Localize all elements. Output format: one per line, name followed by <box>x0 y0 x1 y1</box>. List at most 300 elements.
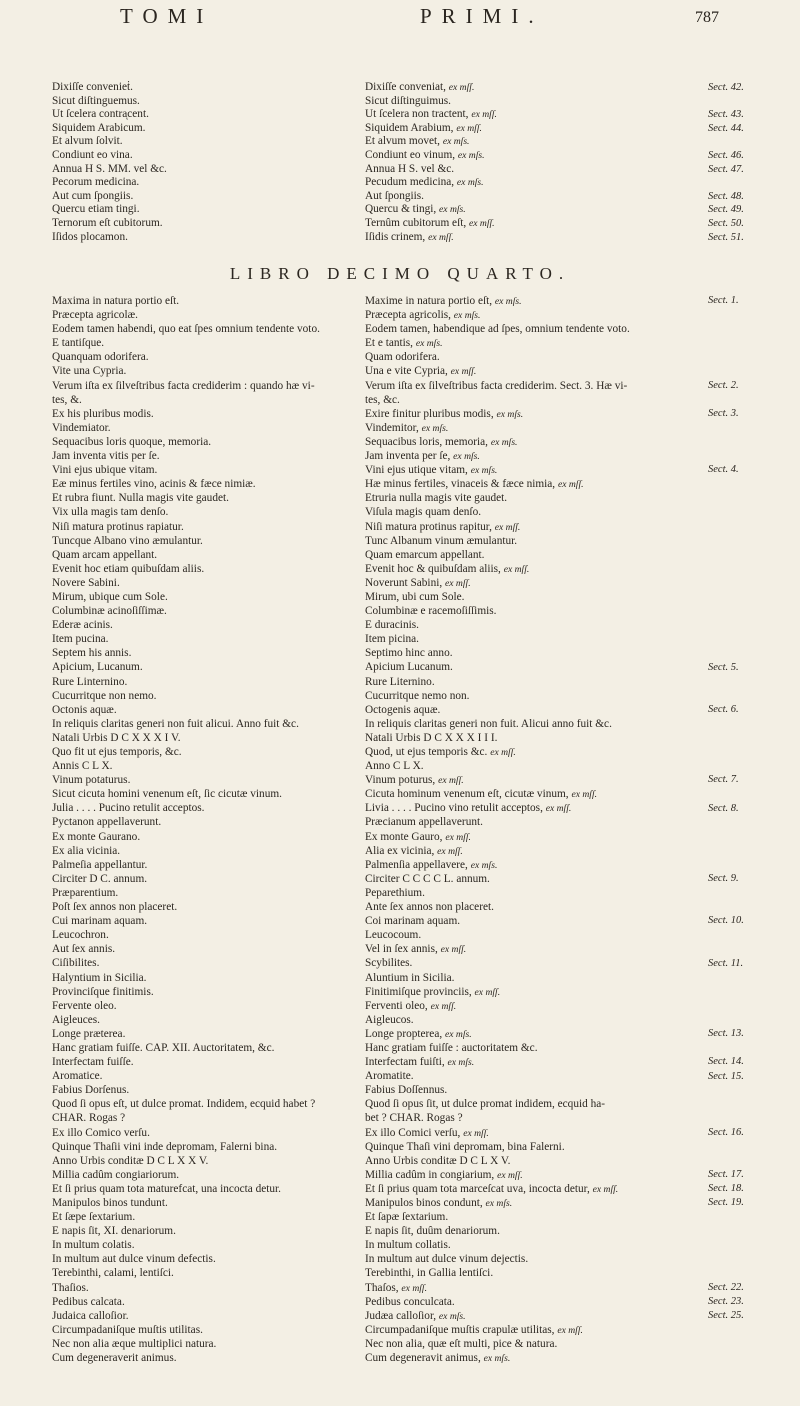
text-line <box>365 1069 630 1083</box>
line-text: tes, &c. <box>365 393 400 406</box>
text-line: Cui marinam aquam. <box>52 915 148 928</box>
header-right: PRIMI. <box>420 4 544 28</box>
text-line <box>365 217 497 231</box>
text-line: Eæ minus fertiles vino, acinis & fæce nimiæ. <box>52 478 256 491</box>
variant-note: ex mſſ. <box>545 803 572 815</box>
line-text: In reliquis claritas generi non fuit. Alicui anno fuit &c. <box>365 717 612 730</box>
text-line <box>365 971 630 985</box>
variant-note: ex mſs. <box>494 296 522 307</box>
text-line <box>365 491 630 505</box>
line-text: Alia ex vicinia, <box>365 844 438 857</box>
text-line: Vite una Cypria. <box>52 365 127 378</box>
variant-note: ex mſs. <box>470 465 498 477</box>
section-ref: Sect. 5. <box>708 661 739 673</box>
line-text: Pedibus conculcata. <box>365 1295 455 1308</box>
text-line <box>365 505 630 519</box>
text-line: Ternorum eſt cubitorum. <box>52 216 163 229</box>
variant-note: ex mſſ. <box>557 1324 583 1336</box>
section-ref: Sect. 50. <box>708 218 744 229</box>
text-line: Dixiſſe convenieṫ. <box>52 81 133 93</box>
line-text: Jam inventa per ſe, <box>365 450 454 463</box>
line-text: Tunc Albanum vinum æmulantur. <box>365 534 518 547</box>
variant-note: ex mſſ. <box>490 747 516 758</box>
line-text: Hæ minus fertiles, vinaceis & fæce nimia, <box>365 478 558 491</box>
text-line: Evenit hoc etiam quibuſdam aliis. <box>52 562 205 575</box>
text-line: CHAR. Rogas ? <box>52 1112 126 1125</box>
text-line: Quinque Thaſii vini inde depromam, Falerni bina. <box>52 1140 278 1153</box>
section-ref: Sect. 15. <box>708 1070 744 1082</box>
text-line: Palmeſia appellantur. <box>52 858 148 871</box>
text-line: Pecorum medicina. <box>52 176 140 189</box>
line-text: Rure Liternino. <box>365 675 435 688</box>
text-line: Tuncque Albano vino æmulantur. <box>52 534 203 547</box>
text-line <box>365 1351 630 1365</box>
text-line <box>365 675 630 689</box>
text-line: In reliquis claritas generi non fuit alicui. Anno fuit &c. <box>52 717 299 730</box>
line-text: Quod, ut ejus temporis &c. <box>365 746 491 758</box>
line-text: Quam odorifera. <box>365 351 440 364</box>
line-text: Vinum poturus, <box>365 774 439 787</box>
variant-note: ex mſs. <box>457 149 485 161</box>
text-line: E napis ſit, XI. denariorum. <box>52 1225 176 1238</box>
section-ref: Sect. 13. <box>708 1028 744 1040</box>
line-text: Octogenis aquæ. <box>365 703 441 716</box>
section-ref: Sect. 6. <box>708 703 739 715</box>
text-line: Et ſi prius quam tota maturefcat, una incocta detur. <box>52 1182 281 1195</box>
variant-note: ex mſſ. <box>494 521 521 533</box>
text-line <box>365 108 497 122</box>
text-line <box>365 1041 630 1055</box>
text-line: In multum aut dulce vinum defectis. <box>52 1253 216 1266</box>
text-line <box>365 956 630 970</box>
header-left: TOMI <box>120 4 214 28</box>
line-text: Niſi matura protinus rapitur, <box>365 520 495 533</box>
text-line <box>365 773 630 787</box>
text-line <box>365 135 497 149</box>
section-ref: Sect. 10. <box>708 915 744 927</box>
text-line <box>365 576 630 590</box>
text-line <box>365 294 630 308</box>
line-text: Et alvum movet, <box>365 135 443 148</box>
variant-note: ex mſſ. <box>474 986 501 998</box>
text-line <box>365 322 630 336</box>
text-line <box>365 81 497 95</box>
section-ref: Sect. 43. <box>708 109 744 121</box>
line-text: Nec non alia, quæ eſt multi, pice & natura. <box>365 1337 558 1350</box>
text-line <box>365 1182 630 1196</box>
variant-note: ex mſs. <box>490 436 518 448</box>
text-line: Vix ulla magis tam denſo. <box>52 506 169 519</box>
variant-note: ex mſſ. <box>463 1127 489 1139</box>
text-line <box>365 1027 630 1041</box>
section-ref: Sect. 3. <box>708 407 739 419</box>
line-text: Condiunt eo vinum, <box>365 148 458 161</box>
text-line: Ex illo Comico verſu. <box>52 1126 150 1139</box>
text-line: Annua H S. MM. vel &c. <box>52 162 167 175</box>
text-line <box>365 562 630 576</box>
top-right-column <box>365 81 497 244</box>
text-line <box>365 787 630 801</box>
section-ref: Sect. 49. <box>708 204 744 216</box>
text-line: Aut cum ſpongiis. <box>52 189 134 202</box>
text-line: Quam arcam appellant. <box>52 548 158 561</box>
text-line: Longe præterea. <box>52 1027 126 1040</box>
line-text: Columbinæ e racemoſiſſimis. <box>365 605 497 618</box>
text-line: Quanquam odorifera. <box>52 351 149 364</box>
text-line: Interfectam fuiſſe. <box>52 1056 134 1069</box>
line-text: Et ſapæ ſextarium. <box>365 1211 449 1224</box>
text-line <box>365 1013 630 1027</box>
text-line <box>365 463 630 477</box>
section-ref: Sect. 18. <box>708 1183 744 1195</box>
line-text: Pecudum medicina, <box>365 176 457 189</box>
text-line <box>365 745 630 759</box>
variant-note: ex mſſ. <box>430 1000 457 1012</box>
text-line: Præparentium. <box>52 886 119 899</box>
line-text: Siquidem Arabium, <box>365 121 457 134</box>
text-line: Eodem tamen habendi, quo eat ſpes omnium tendente voto. <box>52 323 320 336</box>
variant-note: ex mſſ. <box>592 1183 619 1195</box>
text-line <box>365 163 497 177</box>
text-line: Sicut cicuta homini venenum eſt, ſic cicutæ vinum. <box>52 788 282 801</box>
text-line <box>365 1126 630 1140</box>
text-line <box>365 1238 630 1252</box>
line-text: Et e tantis, <box>365 337 416 350</box>
line-text: Ternûm cubitorum eſt, <box>365 216 469 229</box>
variant-note: ex mſſ. <box>471 109 497 121</box>
text-line <box>365 942 630 956</box>
text-line: Poſt ſex annos non placeret. <box>52 901 178 914</box>
text-line <box>365 731 630 745</box>
variant-note: ex mſs. <box>421 422 449 434</box>
text-line <box>365 534 630 548</box>
variant-note: ex mſſ. <box>571 789 598 801</box>
variant-note: ex mſs. <box>447 1057 475 1069</box>
text-line <box>365 1309 630 1323</box>
line-text: Cucurritque nemo non. <box>365 689 470 702</box>
section-ref: Sect. 8. <box>708 802 739 814</box>
text-line <box>365 1097 630 1111</box>
text-line: Judaica calloſior. <box>52 1309 129 1322</box>
text-line <box>365 1140 630 1154</box>
line-text: Quam emarcum appellant. <box>365 548 485 561</box>
text-line: Fervente oleo. <box>52 999 117 1012</box>
text-line <box>365 379 630 393</box>
line-text: Aluntium in Sicilia. <box>365 971 455 984</box>
line-text: Anno Urbis conditæ D C L X V. <box>365 1154 511 1167</box>
line-text: bet ? CHAR. Rogas ? <box>365 1112 463 1125</box>
line-text: Præcianum appellaverunt. <box>365 816 483 829</box>
text-line: Thaſios. <box>52 1281 89 1294</box>
text-line: Et rubra fiunt. Nulla magis vite gaudet. <box>52 492 229 505</box>
variant-note: ex mſs. <box>442 136 470 148</box>
line-text: Quercu & tingi, <box>365 203 440 216</box>
variant-note: ex mſſ. <box>448 82 475 93</box>
text-line: Sequacibus loris quoque, memoria. <box>52 435 212 448</box>
line-text: Aut ſpongiis. <box>365 189 424 202</box>
text-line: tes, &. <box>52 393 82 406</box>
text-line <box>365 886 630 900</box>
text-line <box>365 350 630 364</box>
line-text: Noverunt Sabini, <box>365 576 446 589</box>
variant-note: ex mſs. <box>496 408 524 420</box>
text-line <box>365 95 497 109</box>
text-line <box>365 759 630 773</box>
line-text: Quod ſi opus ſit, ut dulce promat indidem, ecquid ha- <box>365 1098 606 1111</box>
text-line <box>365 1111 630 1125</box>
text-line <box>365 449 630 463</box>
text-line <box>365 590 630 604</box>
text-line <box>365 999 630 1013</box>
section-ref: Sect. 46. <box>708 150 744 161</box>
text-line <box>365 190 497 204</box>
section-ref: Sect. 7. <box>708 774 739 786</box>
section-ref: Sect. 2. <box>708 379 739 391</box>
line-text: Ante ſex annos non placeret. <box>365 901 494 914</box>
text-line: Verum iſta ex ſilveſtribus facta crediderim : quando hæ vi- <box>52 379 315 392</box>
text-line: Fabius Dorſenus. <box>52 1084 130 1097</box>
left-column <box>52 294 320 1365</box>
variant-note: ex mſs. <box>453 310 481 322</box>
text-line <box>365 1323 630 1337</box>
line-text: Ex illo Comici verſu, <box>365 1126 464 1139</box>
text-line: Millia cadûm congiariorum. <box>52 1168 180 1181</box>
line-text: Etruria nulla magis vite gaudet. <box>365 492 508 505</box>
line-text: Evenit hoc & quibuſdam aliis, <box>365 562 504 575</box>
section-ref: Sect. 51. <box>708 231 744 243</box>
line-text: Palmenſia appellavere, <box>365 858 471 871</box>
line-text: Septimo hinc anno. <box>365 647 453 660</box>
variant-note: ex mſſ. <box>445 831 471 843</box>
text-line <box>365 717 630 731</box>
section-ref: Sect. 22. <box>708 1282 744 1293</box>
section-ref: Sect. 17. <box>708 1169 744 1181</box>
text-line: Ederæ acinis. <box>52 619 113 632</box>
text-line <box>365 815 630 829</box>
text-line <box>365 914 630 928</box>
section-ref: Sect. 19. <box>708 1197 744 1209</box>
variant-note: ex mſſ. <box>450 366 477 378</box>
variant-note: ex mſſ. <box>438 775 464 787</box>
line-text: Judæa calloſior, <box>365 1309 439 1322</box>
variant-note: ex mſſ. <box>557 479 584 491</box>
text-line: Aut ſex annis. <box>52 943 116 956</box>
text-line: In multum colatis. <box>52 1239 135 1252</box>
variant-note: ex mſſ. <box>497 1169 523 1181</box>
text-line <box>365 1083 630 1097</box>
text-line <box>365 122 497 136</box>
section-ref: Sect. 44. <box>708 122 744 134</box>
line-text: Peparethium. <box>365 886 425 899</box>
text-line: Cucurritque non nemo. <box>52 689 157 702</box>
text-line: Rure Linternino. <box>52 675 128 688</box>
variant-note: ex mſs. <box>483 1353 511 1365</box>
text-line: Niſi matura protinus rapiatur. <box>52 520 184 533</box>
variant-note: ex mſs. <box>470 859 498 871</box>
variant-note: ex mſſ. <box>428 231 454 243</box>
text-line <box>365 336 630 350</box>
line-text: Apicium Lucanum. <box>365 661 453 674</box>
text-line <box>365 548 630 562</box>
text-line: Condiunt eo vina. <box>52 148 133 161</box>
line-text: Maxime in natura portio eſt, <box>365 295 495 307</box>
line-text: Item picina. <box>365 633 419 646</box>
text-line: Circumpadaniſque muſtis utilitas. <box>52 1323 203 1336</box>
line-text: Anno C L X. <box>365 760 424 773</box>
line-text: Aigleucos. <box>365 1013 414 1026</box>
text-line <box>365 1196 630 1210</box>
line-text: Annua H S. vel &c. <box>365 162 455 175</box>
line-text: Fabius Doſſennus. <box>365 1084 448 1097</box>
text-line <box>365 176 497 190</box>
line-text: Millia cadûm in congiarium, <box>365 1168 498 1181</box>
text-line: Circiter D C. annum. <box>52 872 148 885</box>
line-text: Et ſi prius quam tota marceſcat uva, incocta detur, <box>365 1182 593 1195</box>
text-line <box>365 928 630 942</box>
variant-note: ex mſs. <box>438 1310 466 1322</box>
line-text: Coi marinam aquam. <box>365 915 461 928</box>
text-line <box>365 632 630 646</box>
variant-note: ex mſſ. <box>503 563 530 575</box>
text-line <box>365 1168 630 1182</box>
text-line: Vini ejus ubique vitam. <box>52 464 158 477</box>
section-ref: Sect. 11. <box>708 957 744 969</box>
variant-note: ex mſs. <box>485 1198 513 1209</box>
top-left-column <box>52 81 167 244</box>
text-line: Vindemiator. <box>52 421 111 434</box>
running-head <box>60 0 760 36</box>
line-text: Thaſos, <box>365 1281 402 1294</box>
text-line <box>365 844 630 858</box>
line-text: In multum aut dulce vinum dejectis. <box>365 1253 529 1266</box>
line-text: Vel in ſex annis, <box>365 943 441 956</box>
line-text: Sicut diſtinguimus. <box>365 94 451 107</box>
text-line: Ut ſcelera contraͅcent. <box>52 108 149 121</box>
line-text: Exire finitur pluribus modis, <box>365 407 497 420</box>
text-line <box>365 604 630 618</box>
section-ref: Sect. 4. <box>708 464 739 476</box>
text-line: Annis C L X. <box>52 760 113 773</box>
variant-note: ex mſſ. <box>445 577 471 589</box>
text-line: Pyctanon appellaverunt. <box>52 816 162 829</box>
text-line <box>365 203 497 217</box>
variant-note: ex mſs. <box>453 451 480 463</box>
section-ref: Sect. 42. <box>708 82 744 93</box>
line-text: Terebinthi, in Gallia lentiſci. <box>365 1267 494 1280</box>
section-ref: Sect. 47. <box>708 163 744 175</box>
text-line: Apicium, Lucanum. <box>52 661 143 674</box>
variant-note: ex mſſ. <box>469 217 495 229</box>
line-text: Cicuta hominum venenum eſt, cicutæ vinum, <box>365 788 572 801</box>
section-ref: Sect. 9. <box>708 873 739 885</box>
text-line <box>365 149 497 163</box>
text-line: Vinum potaturus. <box>52 774 131 787</box>
text-line <box>365 985 630 999</box>
text-line: Hanc gratiam fuiſſe. CAP. XII. Auctoritatem, &c. <box>52 1041 275 1054</box>
section-ref: Sect. 1. <box>708 295 739 306</box>
line-text: E napis ſit, duûm denariorum. <box>365 1225 500 1238</box>
line-text: In multum collatis. <box>365 1239 451 1252</box>
text-line <box>365 520 630 534</box>
line-text: Una e vite Cypria, <box>365 365 451 378</box>
text-line: E tantiſque. <box>52 337 105 350</box>
book-title: LIBRO DECIMO QUARTO. <box>229 264 571 283</box>
text-line <box>365 830 630 844</box>
text-line: Quo fit ut ejus temporis, &c. <box>52 746 182 758</box>
text-line <box>365 1295 630 1309</box>
text-line: Ciſibilites. <box>52 957 100 970</box>
line-text: Ut ſcelera non tractent, <box>365 108 472 121</box>
variant-note: ex mſs. <box>456 177 484 189</box>
text-line <box>365 689 630 703</box>
variant-note: ex mſſ. <box>437 845 463 857</box>
text-line <box>365 1154 630 1168</box>
page-number: 787 <box>695 9 719 26</box>
text-line: Aigleuces. <box>52 1013 100 1026</box>
text-line <box>365 1224 630 1238</box>
line-text: Natali Urbis D C X X X I I I. <box>365 731 498 744</box>
variant-note: ex mſs. <box>444 1028 472 1040</box>
line-text: Vini ejus utique vitam, <box>365 464 471 477</box>
text-line: Quercu etiam tingi. <box>52 203 140 216</box>
text-line: Aromatice. <box>52 1070 103 1083</box>
line-text: Dixiſſe conveniat, <box>365 81 449 93</box>
line-text: Quinque Thaſi vini depromam, bina Falerni. <box>365 1140 565 1153</box>
text-line: Jam inventa vitis per ſe. <box>52 450 160 463</box>
text-line: Halyntium in Sicilia. <box>52 971 147 984</box>
right-column <box>365 294 630 1365</box>
text-line <box>365 646 630 660</box>
text-line <box>365 231 497 245</box>
line-text: Vindemitor, <box>365 421 422 434</box>
text-line: Iſidos plocamon. <box>52 230 128 243</box>
text-line: Siquidem Arabicum. <box>52 121 146 134</box>
line-text: Circiter C C C C L. annum. <box>365 872 490 885</box>
text-line <box>365 1337 630 1351</box>
text-line: Leucochron. <box>52 929 109 942</box>
text-line: Manipulos binos tundunt. <box>52 1197 168 1209</box>
variant-note: ex mſſ. <box>456 122 482 134</box>
text-line: Ex his pluribus modis. <box>52 407 154 420</box>
line-text: Eodem tamen, habendique ad ſpes, omnium tendente voto. <box>365 323 630 336</box>
section-ref: Sect. 14. <box>708 1056 744 1068</box>
text-line <box>365 1281 630 1295</box>
text-line <box>365 407 630 421</box>
line-text: Hanc gratiam fuiſſe : auctoritatem &c. <box>365 1041 538 1054</box>
text-line: Mirum, ubique cum Sole. <box>52 590 168 603</box>
text-line: Ex monte Gaurano. <box>52 830 141 843</box>
text-line <box>365 801 630 815</box>
text-line: Septem his annis. <box>52 647 132 660</box>
line-text: Leucocoum. <box>365 929 422 942</box>
text-line: Anno Urbis conditæ D C L X X V. <box>52 1154 209 1167</box>
text-line: Ex alia vicinia. <box>52 844 121 857</box>
text-line <box>365 1266 630 1280</box>
line-text: Mirum, ubi cum Sole. <box>365 590 465 603</box>
line-text: Circumpadaniſque muſtis crapulæ utilitas, <box>365 1323 558 1336</box>
variant-note: ex mſs. <box>439 204 466 216</box>
text-line: Provinciſque finitimis. <box>52 985 154 998</box>
text-line <box>365 364 630 378</box>
text-line <box>365 1252 630 1266</box>
line-text: Manipulos binos condunt, <box>365 1197 486 1209</box>
text-line: Et ſæpe ſextarium. <box>52 1211 136 1224</box>
line-text: Præcepta agricolis, <box>365 309 454 322</box>
text-line <box>365 308 630 322</box>
text-line: Et alvum ſolvit. <box>52 135 123 148</box>
line-text: Viſula magis quam denſo. <box>365 506 482 519</box>
text-line <box>365 872 630 886</box>
